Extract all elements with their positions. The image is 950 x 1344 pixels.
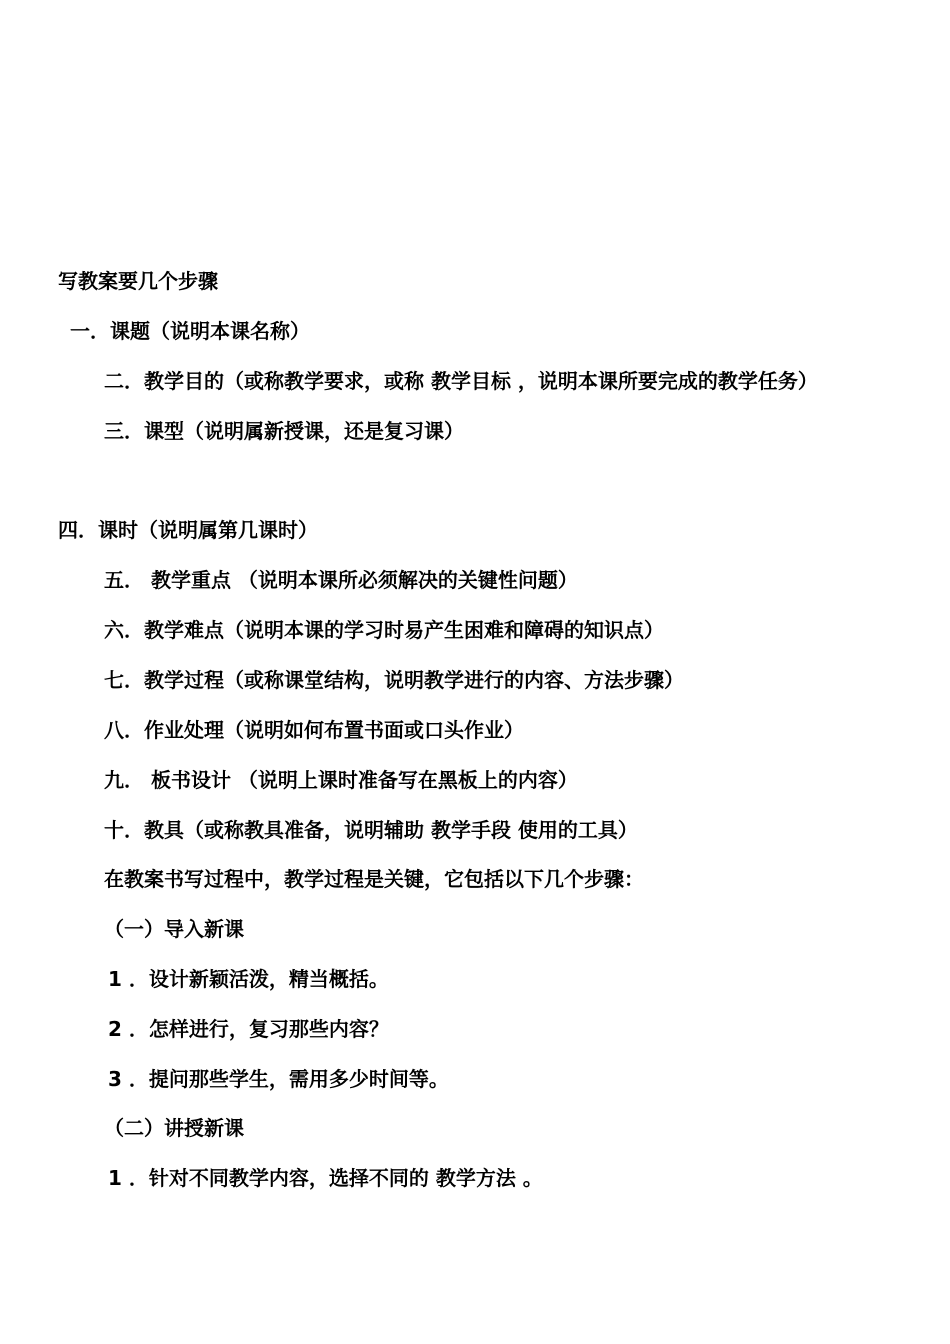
section-one-heading: （一）导入新课 xyxy=(104,917,244,941)
section-one-step-1: 1 ．设计新颖活泼，精当概括。 xyxy=(108,967,389,991)
item-homework: 八．作业处理（说明如何布置书面或口头作业） xyxy=(104,718,524,742)
item-teaching-aids: 十．教具（或称教具准备，说明辅助 教学手段 使用的工具） xyxy=(104,818,638,842)
item-key-points: 五． 教学重点 （说明本课所必须解决的关键性问题） xyxy=(104,568,578,592)
item-topic: 一．课题（说明本课名称） xyxy=(70,319,310,343)
process-intro: 在教案书写过程中，教学过程是关键，它包括以下几个步骤： xyxy=(104,867,644,891)
section-two-step-1: 1 ．针对不同教学内容，选择不同的 教学方法 。 xyxy=(108,1166,543,1190)
document-title: 写教案要几个步骤 xyxy=(58,269,218,293)
item-teaching-goal: 二．教学目的（或称教学要求，或称 教学目标 ，说明本课所要完成的教学任务） xyxy=(104,369,818,393)
section-two-heading: （二）讲授新课 xyxy=(104,1116,244,1140)
item-difficulties: 六．教学难点（说明本课的学习时易产生困难和障碍的知识点） xyxy=(104,618,664,642)
section-one-step-2: 2 ．怎样进行，复习那些内容？ xyxy=(108,1017,389,1041)
item-process: 七．教学过程（或称课堂结构，说明教学进行的内容、方法步骤） xyxy=(104,668,684,692)
item-blackboard: 九． 板书设计 （说明上课时准备写在黑板上的内容） xyxy=(104,768,578,792)
section-one-step-3: 3 ．提问那些学生，需用多少时间等。 xyxy=(108,1067,449,1091)
item-lesson-type: 三．课型（说明属新授课，还是复习课） xyxy=(104,419,464,443)
item-lesson-period: 四．课时（说明属第几课时） xyxy=(58,518,318,542)
